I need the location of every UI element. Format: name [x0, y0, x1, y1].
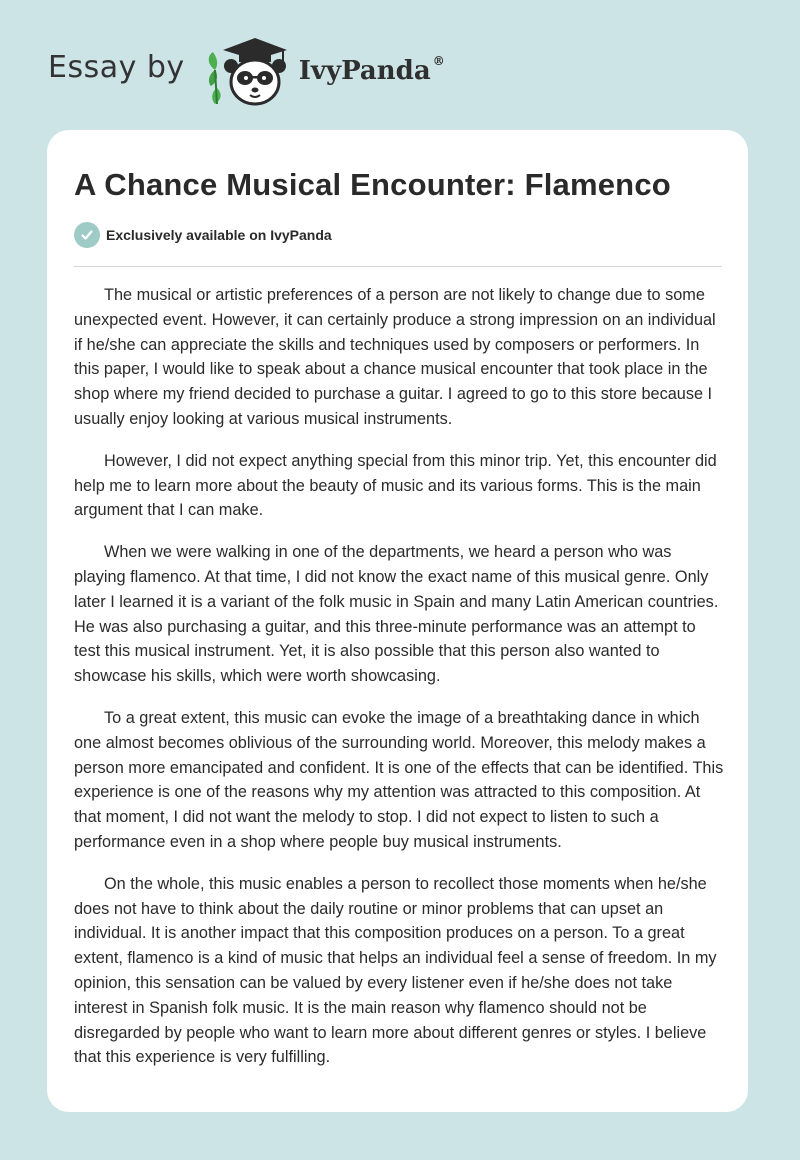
brand-text: IvyPanda: [298, 56, 431, 86]
page-title: A Chance Musical Encounter: Flamenco: [74, 167, 671, 202]
brand-name[interactable]: [299, 56, 445, 86]
paragraph: On the whole, this music enables a person to recollect those moments when he/she does not have to think about the daily routine or minor problems that can upset an individual. It is another impact that this composition produces on a person. To a great extent, flamenco is a kind of music that helps an individual feel a sense of freedom. In my opinion, this sensation can be valued by every listener even if he/she does not take interest in Spanish folk music. It is the main reason why flamenco should not be disregarded by people who want to learn more about different genres or styles. I believe that this experience is very fulfilling.: [74, 874, 717, 1067]
exclusive-label: Exclusively available on IvyPanda: [106, 227, 332, 243]
essay-by-label: Essay by: [48, 49, 185, 85]
paragraph: To a great extent, this music can evoke the image of a breathtaking dance in which one almost becomes oblivious of the surrounding world. Moreover, this melody makes a person more emancipated and confident. It is one of the effects that can be identified. This experience is one of the reasons why my attention was attracted to this composition. At that moment, I did not want the melody to stop. I did not expect to listen to such a performance even in a shop where people buy musical instruments.: [74, 708, 724, 851]
panda-graduate-logo-icon[interactable]: [201, 30, 293, 110]
site-header: [48, 30, 445, 110]
check-icon: [74, 222, 100, 248]
essay-card: [47, 130, 748, 1112]
paragraph: When we were walking in one of the departments, we heard a person who was playing flamenco. At that time, I did not know the exact name of this musical genre. Only later I learned it is a variant of the folk music in Spain and many Latin American countries. He was also purchasing a guitar, and this three-minute performance was an attempt to test this musical instrument. Yet, it is also possible that this person also wanted to showcase his skills, which were worth showcasing.: [74, 543, 719, 686]
leaf-icon: [208, 52, 220, 104]
registered-mark: ®: [432, 54, 445, 68]
essay-body: [74, 283, 724, 1070]
exclusive-badge: [74, 222, 721, 248]
paragraph: However, I did not expect anything special from this minor trip. Yet, this encounter did help me to learn more about the beauty of music and its various forms. This is the main argument that I can make.: [74, 451, 717, 520]
paragraph: The musical or artistic preferences of a person are not likely to change due to some unexpected event. However, it can certainly produce a strong impression on an individual if he/she can appreciate the skills and techniques used by composers or performers. In this paper, I would like to speak about a chance musical encounter that took place in the shop where my friend decided to purchase a guitar. I agreed to go to this store because I usually enjoy looking at various musical instruments.: [74, 286, 716, 428]
divider: [74, 266, 722, 267]
